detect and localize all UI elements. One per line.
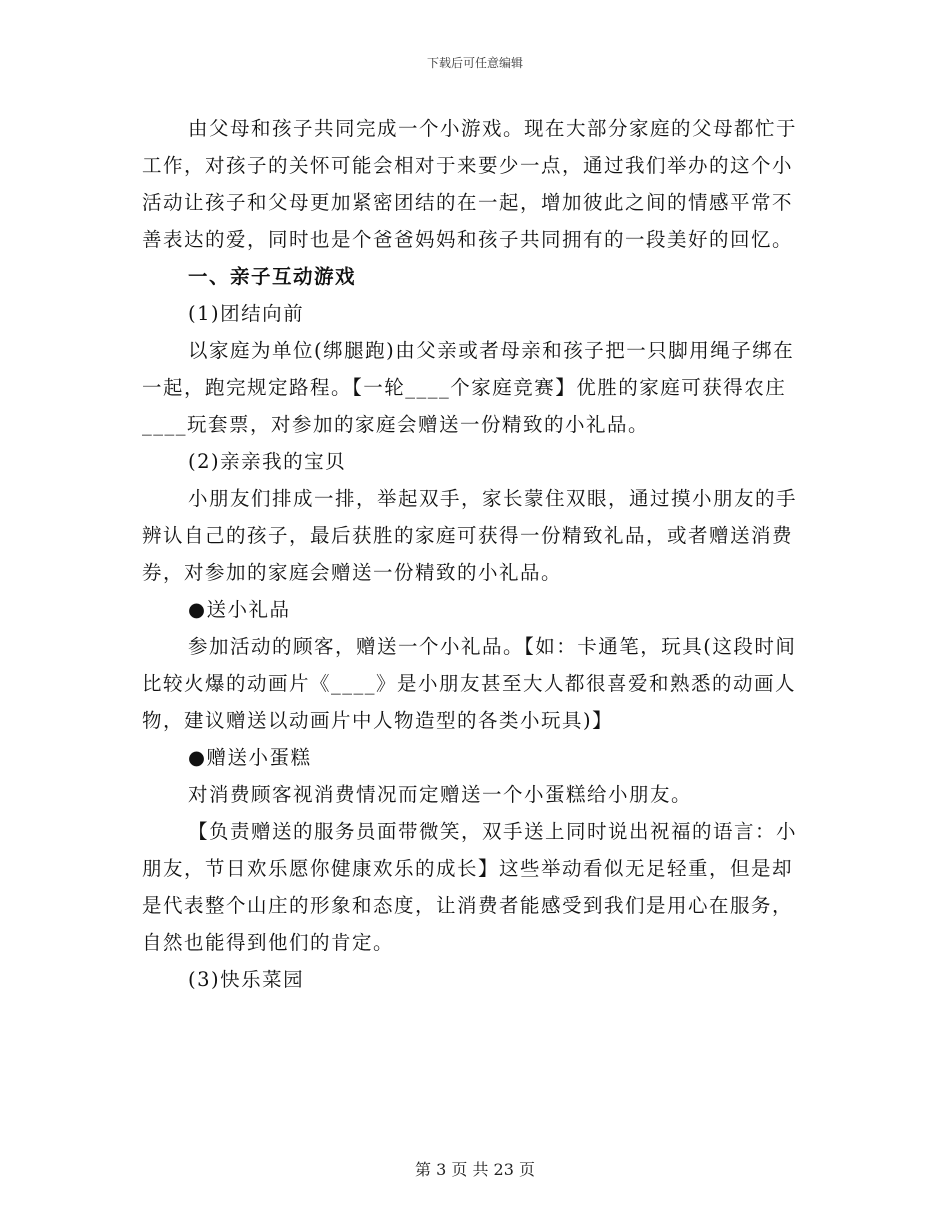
paragraph-identify-child: 小朋友们排成一排，举起双手，家长蒙住双眼，通过摸小朋友的手辨认自己的孩子，最后获胜的家庭可获得一份精致礼品，或者赠送消费券，对参加的家庭会赠送一份精致的小礼品。 xyxy=(142,487,798,584)
subheading-unite-forward: (1)团结向前 xyxy=(188,302,305,325)
paragraph-three-legged-race: 以家庭为单位(绑腿跑)由父亲或者母亲和孩子把一只脚用绳子绑在一起，跑完规定路程。【一轮____个家庭竞赛】优胜的家庭可获得农庄____玩套票，对参加的家庭会赠送一份精致的小礼品。 xyxy=(142,339,795,436)
paragraph-service-staff: 【负责赠送的服务员面带微笑，双手送上同时说出祝福的语言：小朋友，节日欢乐愿你健康欢乐的成长】这些举动看似无足轻重，但是却是代表整个山庄的形象和态度，让消费者能感受到我们是用心在服务，自然也能得到他们的肯定。 xyxy=(142,820,798,954)
paragraph-small-gifts: 参加活动的顾客，赠送一个小礼品。【如：卡通笔，玩具(这段时间比较火爆的动画片《____》是小朋友甚至大人都很喜爱和熟悉的动画人物，建议赠送以动画片中人物造型的各类小玩具)】 xyxy=(142,635,797,732)
subheading-happy-garden: (3)快乐菜园 xyxy=(188,968,305,991)
page-number-footer: 第 3 页 共 23 页 xyxy=(415,1160,535,1179)
page-header: 下载后可任意编辑 xyxy=(426,56,523,70)
intro-paragraph: 由父母和孩子共同完成一个小游戏。现在大部分家庭的父母都忙于工作，对孩子的关怀可能会相对于来要少一点，通过我们举办的这个小活动让孩子和父母更加紧密团结的在一起，增加彼此之间的情感平常不善表达的爱，同时也是个爸爸妈妈和孩子共同拥有的一段美好的回忆。 xyxy=(142,117,798,251)
section-heading-parent-child-games: 一、亲子互动游戏 xyxy=(188,265,357,288)
subheading-small-cake: ●赠送小蛋糕 xyxy=(188,746,312,769)
subheading-small-gifts: ●送小礼品 xyxy=(188,598,291,621)
document-body xyxy=(142,110,807,998)
subheading-kiss-my-baby: (2)亲亲我的宝贝 xyxy=(188,450,347,473)
paragraph-small-cake: 对消费顾客视消费情况而定赠送一个小蛋糕给小朋友。 xyxy=(188,783,693,806)
